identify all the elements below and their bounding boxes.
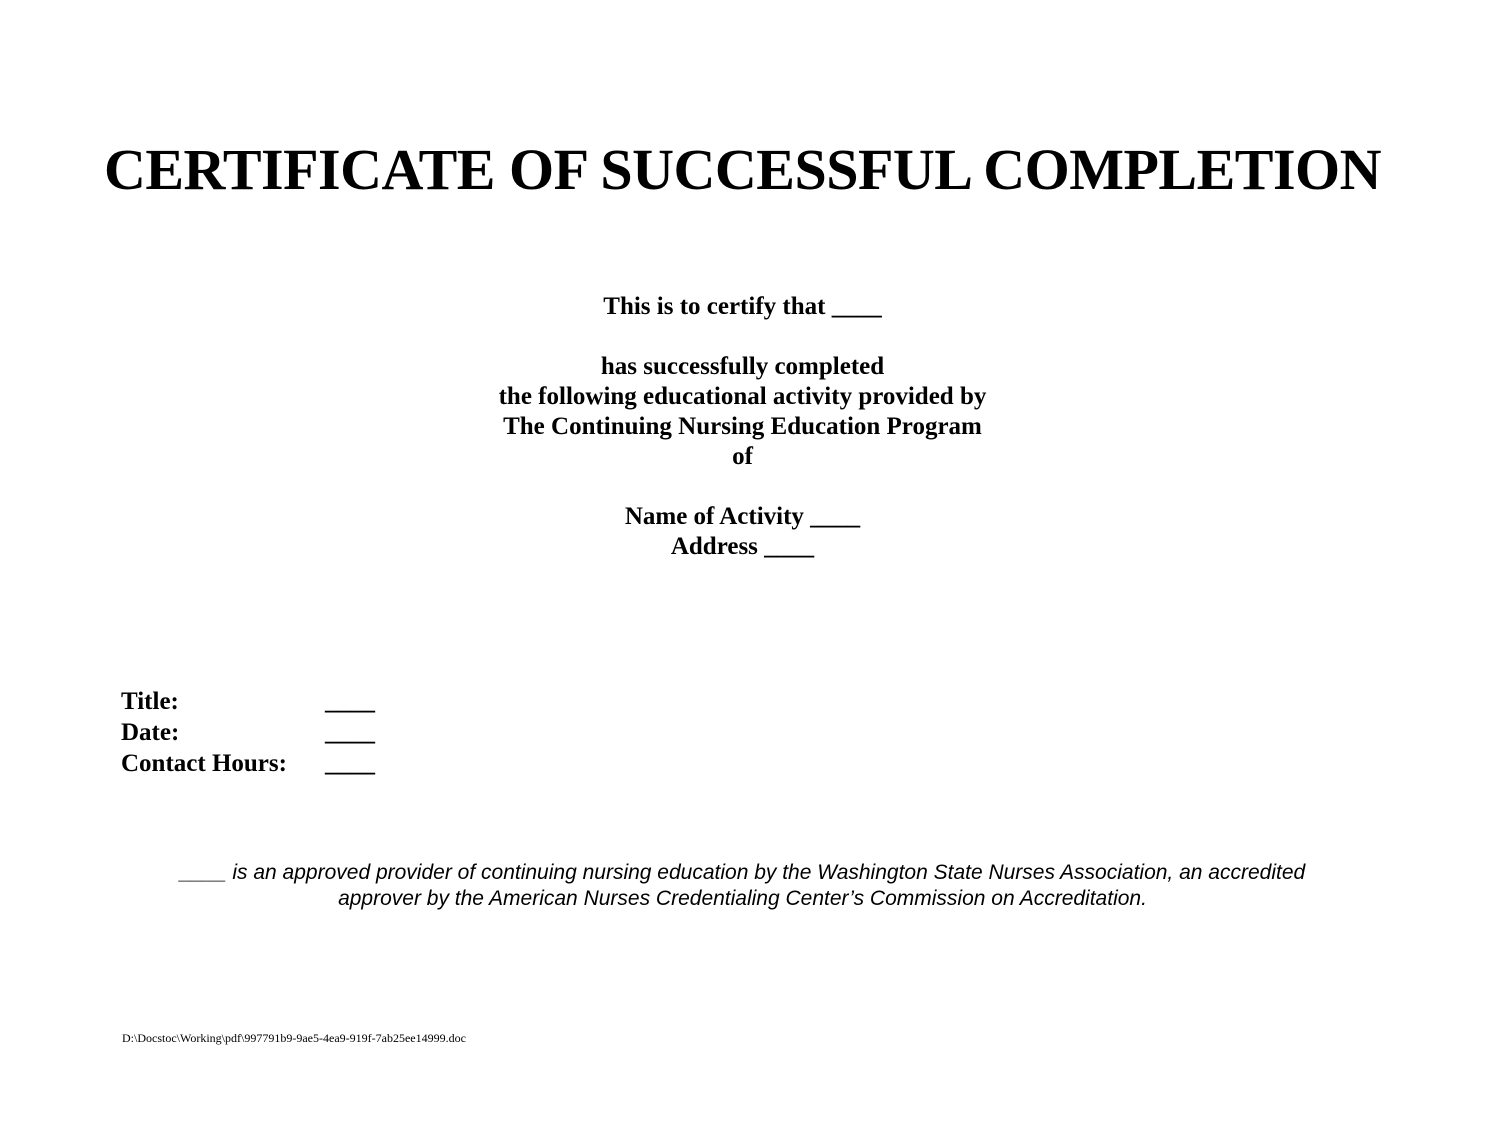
file-path: D:\Docstoc\Working\pdf\997791b9-9ae5-4ea9-919f-7ab25ee14999.doc <box>122 1031 466 1045</box>
detail-row-contact-hours <box>121 748 421 779</box>
activity-provided-line: the following educational activity provided by <box>498 383 987 410</box>
approval-line-1: ____ is an approved provider of continuing nursing education by the Washington State Nurses Association, an accredited <box>179 861 1306 884</box>
detail-value: ____ <box>325 688 375 715</box>
completed-line: has successfully completed <box>600 353 885 380</box>
program-line: The Continuing Nursing Education Program <box>503 413 982 440</box>
detail-label: Title: <box>121 688 179 715</box>
certificate-body <box>0 292 1485 562</box>
certificate-title: CERTIFICATE OF SUCCESSFUL COMPLETION <box>103 137 1382 202</box>
approval-statement <box>0 860 1485 912</box>
detail-label: Date: <box>121 719 180 746</box>
certificate-details <box>121 686 421 779</box>
certify-line: This is to certify that ____ <box>603 293 882 320</box>
of-line: of <box>732 443 753 470</box>
detail-value: ____ <box>325 750 375 777</box>
approval-line-2: approver by the American Nurses Credentialing Center’s Commission on Accreditation. <box>338 887 1147 910</box>
detail-row-date <box>121 717 421 748</box>
detail-value: ____ <box>325 719 375 746</box>
activity-name-line: Name of Activity ____ <box>624 503 861 530</box>
detail-label: Contact Hours: <box>121 750 287 777</box>
detail-row-title <box>121 686 421 717</box>
address-line: Address ____ <box>670 533 815 560</box>
